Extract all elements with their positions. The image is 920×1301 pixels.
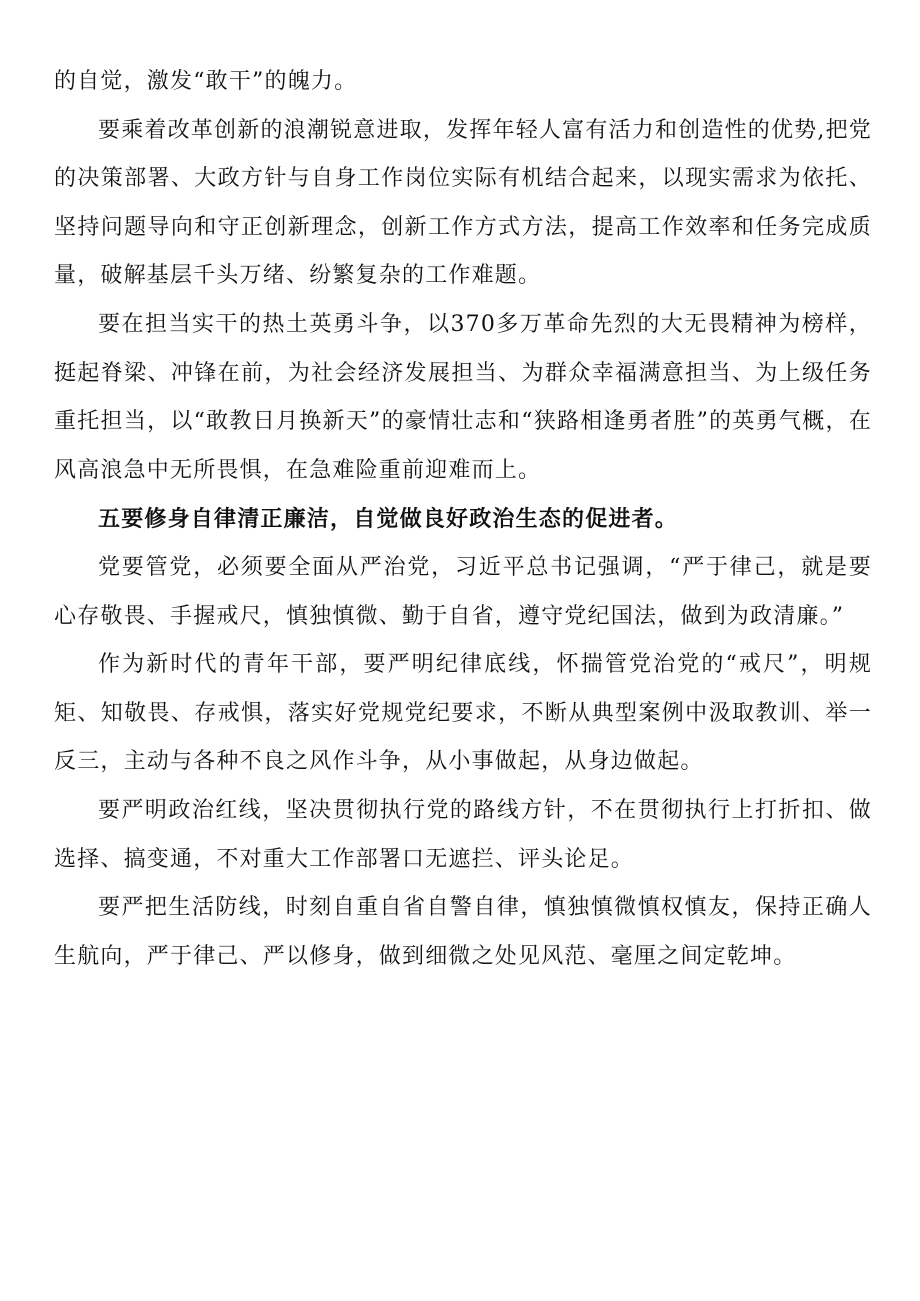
document-body [54,58,872,981]
paragraph-continuation: 的自觉，激发“敢干”的魄力。 [54,69,358,94]
paragraph-reform-innovation: 要乘着改革创新的浪潮锐意进取，发挥年轻人富有活力和创造性的优势,把党的决策部署、大政方针与自身工作岗位实际有机结合起来，以现实需求为依托、坚持问题导向和守正创新理念，创新工作方式方法，提高工作效率和任务完成质量，破解基层千头万绪、纷繁复杂的工作难题。 [54,117,872,289]
paragraph-discipline-baseline: 作为新时代的青年干部，要严明纪律底线，怀揣管党治党的“戒尺”，明规矩、知敬畏、存戒惧，落实好党规党纪要求，不断从典型案例中汲取教训、举一反三，主动与各种不良之风作斗争，从小事做起，从身边做起。 [54,652,872,775]
paragraph-heroic-struggle: 要在担当实干的热土英勇斗争，以370多万革命先烈的大无畏精神为榜样，挺起脊梁、冲锋在前，为社会经济发展担当、为群众幸福满意担当、为上级任务重托担当，以“敢教日月换新天”的豪情壮志和“狭路相逢勇者胜”的英勇气概，在风高浪急中无所畏惧，在急难险重前迎难而上。 [54,311,872,483]
paragraph-political-redline: 要严明政治红线，坚决贯彻执行党的路线方针，不在贯彻执行上打折扣、做选择、搞变通，不对重大工作部署口无遮拦、评头论足。 [54,797,872,872]
paragraph-life-defense: 要严把生活防线，时刻自重自省自警自律，慎独慎微慎权慎友，保持正确人生航向，严于律己、严以修身，做到细微之处见风范、毫厘之间定乾坤。 [54,895,872,969]
section-heading-five: 五要修身自律清正廉洁，自觉做良好政治生态的促进者。 [98,506,679,533]
paragraph-strict-governance: 党要管党，必须要全面从严治党，习近平总书记强调，“严于律己，就是要心存敬畏、手握戒尺，慎独慎微、勤于自省，遵守党纪国法，做到为政清廉。” [54,554,872,629]
